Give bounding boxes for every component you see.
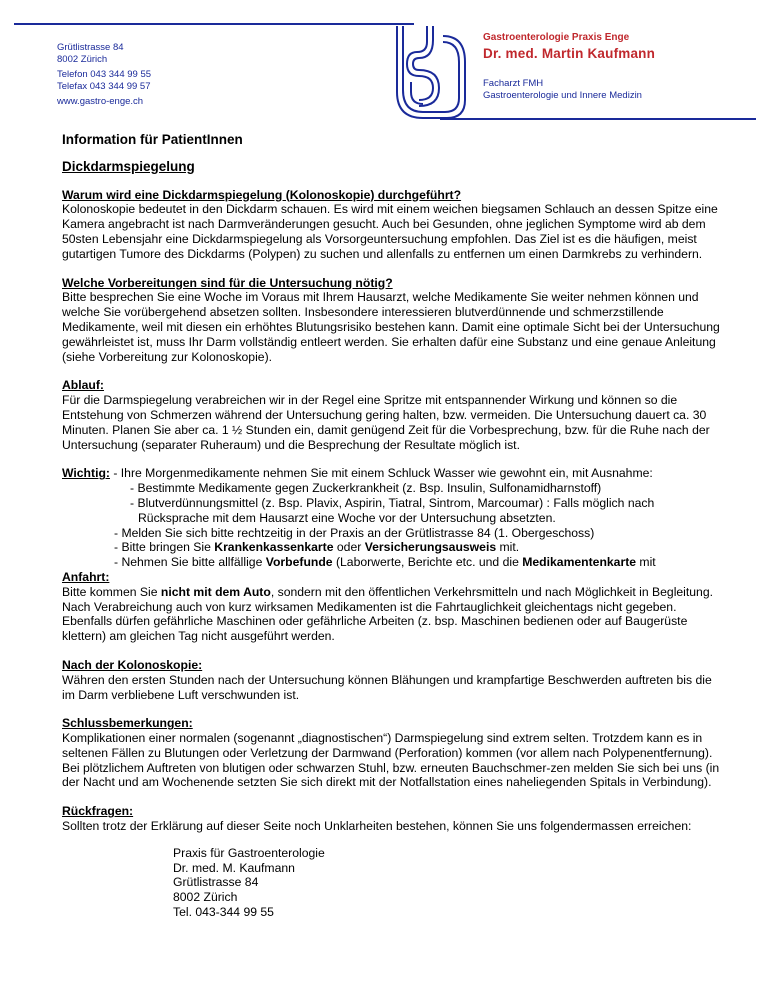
- section-arrival: [62, 570, 722, 644]
- section-why: [62, 188, 722, 262]
- section-heading: Welche Vorbereitungen sind für die Untersuchung nötig?: [62, 275, 393, 290]
- header-bottom-line: [440, 118, 756, 120]
- important-line: [62, 555, 722, 570]
- phone-number: Telefon 043 344 99 55: [57, 69, 152, 80]
- topic-heading: Dickdarmspiegelung: [62, 158, 195, 174]
- section-text: [62, 585, 722, 644]
- important-text: (Laborwerte, Berichte etc. und die: [332, 555, 523, 570]
- contact-line: Praxis für Gastroenterologie: [173, 845, 325, 860]
- contact-line: Dr. med. M. Kaufmann: [173, 860, 295, 875]
- important-text: - Ihre Morgenmedikamente nehmen Sie mit einem Schluck Wasser wie gewohnt ein, mit Ausnahme:: [109, 466, 653, 481]
- important-line: - Blutverdünnungsmittel (z. Bsp. Plavix, Aspirin, Tiatral, Sintrom, Marcoumar) : Falls möglich nach: [130, 495, 655, 510]
- address-city: 8002 Zürich: [57, 54, 108, 65]
- important-line: [62, 466, 722, 481]
- website-link[interactable]: www.gastro-enge.ch: [57, 96, 144, 107]
- important-bold: Medikamentenkarte: [522, 555, 637, 570]
- important-text: oder: [333, 540, 365, 555]
- contact-line: Tel. 043-344 99 55: [173, 905, 274, 920]
- contact-line: Grütlistrasse 84: [173, 875, 259, 890]
- important-text: mit: [636, 555, 656, 570]
- doctor-name: Dr. med. Martin Kaufmann: [483, 46, 656, 61]
- intestine-logo-icon: [383, 22, 469, 127]
- important-line: - Melden Sie sich bitte rechtzeitig in der Praxis an der Grütlistrasse 84 (1. Obergeschoss): [114, 525, 595, 540]
- section-text: Bitte besprechen Sie eine Woche im Voraus mit Ihrem Hausarzt, welche Medikamente Sie weiter nehmen können und welche Sie vorübergehend absetzen sollten. Insbesondere interessieren blutverdünnende und schmerzstillende Medikamente, weil mit diesen ein erhöhtes Blutungsrisiko bestehen kann. Damit eine optimale Sicht bei der Untersuchung gewährleistet ist, muss Ihr Darm vollständig entleert werden. Sie erhalten dafür eine Substanz und eine genaue Anleitung (siehe Vorbereitung zur Kolonoskopie).: [62, 290, 720, 364]
- fax-number: Telefax 043 344 99 57: [57, 81, 151, 92]
- important-text: - Nehmen Sie bitte allfällige: [114, 555, 266, 570]
- important-text: - Bitte bringen Sie: [114, 540, 215, 555]
- section-text: Sollten trotz der Erklärung auf dieser Seite noch Unklarheiten bestehen, können Sie uns folgendermassen erreichen:: [62, 819, 692, 834]
- section-procedure: [62, 378, 722, 452]
- section-heading: Nach der Kolonoskopie:: [62, 657, 203, 672]
- phone-block: [57, 69, 151, 93]
- section-text-part: , sondern mit den öffentlichen Verkehrsmitteln und nach Möglichkeit in Begleitung. Nach Verabreichung auch von kurz wirksamen Medikamenten ist die Fahrtauglichkeit gleichentags nicht gegeben. Ebenfalls dürfen gefährliche Maschinen oder gefährliche Arbeiten (z. bsp. Maschinen bedienen oder auf Baugerüste klettern) am gleichen Tag nicht ausgeführt werden.: [62, 584, 713, 644]
- important-bold: Versicherungsausweis: [364, 540, 497, 555]
- section-closing: [62, 716, 722, 790]
- important-line: - Bestimmte Medikamente gegen Zuckerkrankheit (z. Bsp. Insulin, Sulfonamidharnstoff): [130, 481, 602, 496]
- header-top-line: [14, 23, 414, 25]
- important-bold: Vorbefunde: [265, 555, 333, 570]
- section-text-part: Bitte kommen Sie: [62, 584, 161, 599]
- specialty-field: Gastroenterologie und Innere Medizin: [483, 90, 642, 101]
- important-bold: Krankenkassenkarte: [214, 540, 334, 555]
- important-line: [62, 540, 722, 555]
- specialty-block: [483, 78, 642, 102]
- section-after: [62, 658, 722, 702]
- practice-name: Gastroenterologie Praxis Enge: [483, 32, 630, 43]
- important-label: Wichtig:: [62, 466, 110, 481]
- section-text: Kolonoskopie bedeutet in den Dickdarm schauen. Es wird mit einem weichen biegsamen Schlauch an dessen Spitze eine Kamera angebracht ist nach Darmveränderungen gesucht. Auch bei Gesunden, ohne jeglichen Symptome wird ab dem 50sten Lebensjahr eine Dickdarmspiegelung als Vorsorgeuntersuchung empfohlen. Das Ziel ist es die häufigen, meist gutartigen Tumore des Dickdarms (Polypen) zu suchen und allenfalls zu entfernen um einen Darmkrebs zu verhindern.: [62, 202, 718, 261]
- contact-block: [62, 846, 722, 920]
- important-line: Rücksprache mit dem Hausarzt eine Woche vor der Untersuchung absetzten.: [138, 510, 556, 525]
- section-text-bold: nicht mit dem Auto: [160, 584, 271, 599]
- section-heading: Anfahrt:: [62, 569, 110, 584]
- specialty-title: Facharzt FMH: [483, 78, 544, 89]
- section-text: Für die Darmspiegelung verabreichen wir in der Regel eine Spritze mit entspannender Wirkung und können so die Entstehung von Schmerzen während der Untersuchung gering halten, bzw. vermeiden. Die Untersuchung dauert ca. 30 Minuten. Planen Sie aber ca. 1 ½ Stunden ein, damit genügend Zeit für die Vorbesprechung, bzw. für die Ruhe nach der Untersuchung (separater Ruheraum) und die Besprechung der Resultate möglich ist.: [62, 393, 710, 452]
- section-heading: Rückfragen:: [62, 804, 134, 819]
- important-text: mit.: [496, 540, 520, 555]
- section-heading: Ablauf:: [62, 378, 104, 393]
- document-title: Information für PatientInnen: [62, 132, 243, 147]
- address-street: Grütlistrasse 84: [57, 42, 124, 53]
- section-text: Komplikationen einer normalen (sogenannt „diagnostischen“) Darmspiegelung sind extrem selten. Trotzdem kann es in seltenen Fällen zu Blutungen oder Verletzung der Darmwand (Perforation) kommen (vor allem nach Polypenentfernung). Bei plötzlichem Auftreten von blutigen oder schwarzen Stuhl, bzw. erneuten Bauchschmer-zen melden Sie sich bei uns (in der Nacht und am Wochenende setzten Sie sich direkt mit der Notfallstation eines naheliegenden Spitals in Verbindung).: [62, 731, 720, 790]
- document-body: [62, 133, 722, 934]
- section-preparation: [62, 276, 722, 365]
- address-block: [57, 42, 124, 66]
- section-questions: [62, 804, 722, 920]
- section-important: [62, 466, 722, 570]
- section-heading: Warum wird eine Dickdarmspiegelung (Kolonoskopie) durchgeführt?: [62, 187, 462, 202]
- contact-line: 8002 Zürich: [173, 890, 238, 905]
- section-heading: Schlussbemerkungen:: [62, 716, 193, 731]
- section-text: Währen den ersten Stunden nach der Untersuchung können Blähungen und krampfartige Beschwerden auftreten bis die im Darm verbliebene Luft verschwunden ist.: [62, 672, 712, 702]
